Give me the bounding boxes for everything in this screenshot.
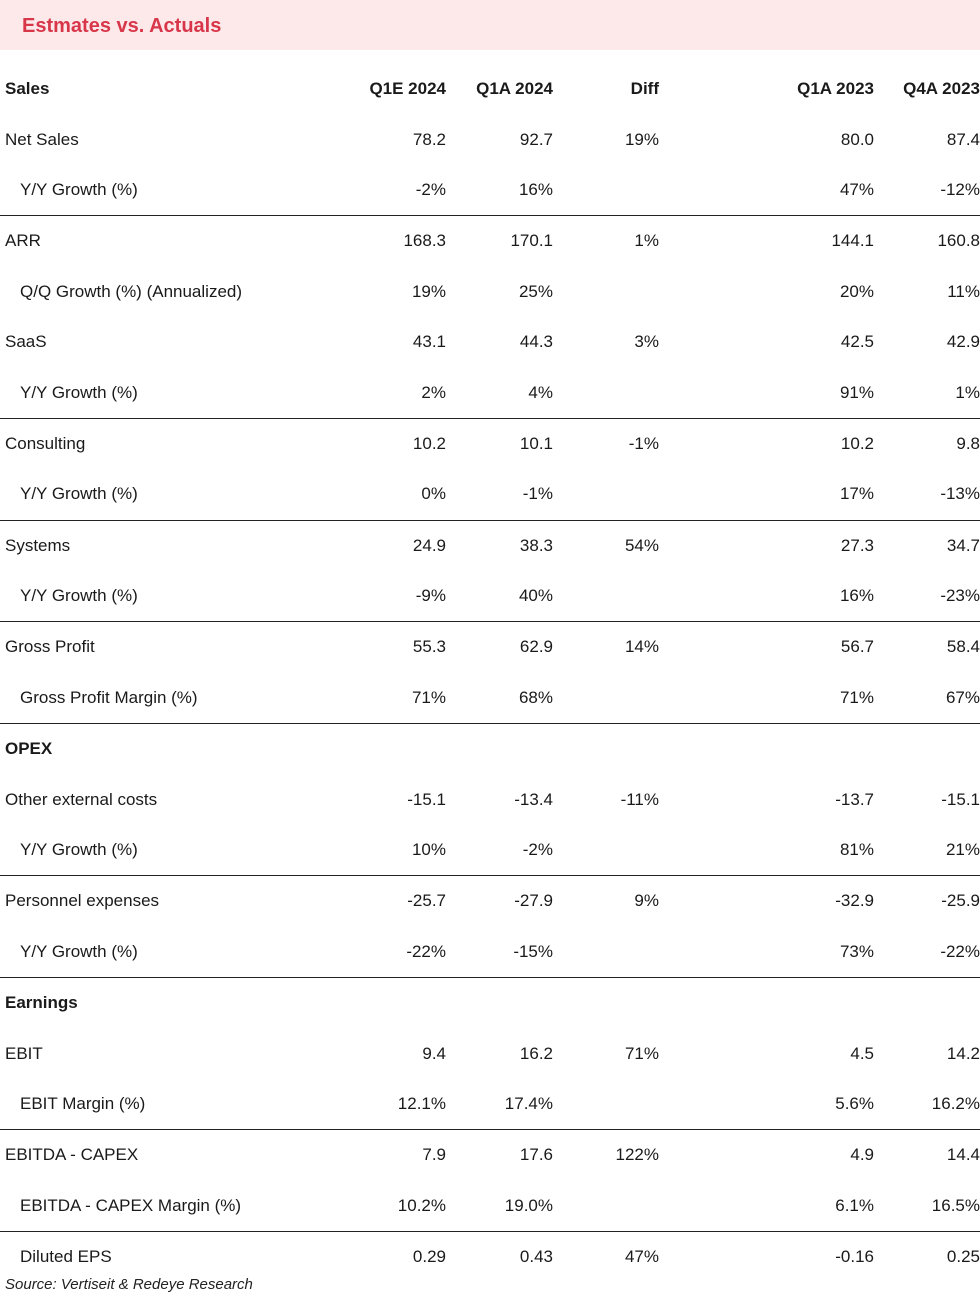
cell-diff [553,469,659,520]
cell-q1a-2023: 16% [659,571,874,622]
cell-q1a-2023: 81% [659,825,874,876]
cell-q1a-2023: 47% [659,165,874,216]
cell-q4a-2023: 160.8 [937,231,980,251]
section-header-row [0,724,980,775]
cell-q1a-2024: 68% [446,673,553,724]
cell-q4a-2023 [874,724,980,775]
cell-q1e-2024: 168.3 [403,231,446,251]
table-row [0,1130,980,1181]
cell-diff [553,825,659,876]
cell-q1a-2024: 40% [446,571,553,622]
cell-q4a-2023: 14.4 [946,1145,980,1165]
cell-q4a-2023: 16.2% [874,1079,980,1130]
cell-diff: 1% [634,231,659,251]
header-col-q1e-2024: Q1E 2024 [369,79,446,99]
cell-diff [553,724,659,775]
table-row [0,418,980,469]
row-label: Net Sales [5,129,79,149]
header-row [0,64,980,114]
cell-q1e-2024: -2% [335,165,446,216]
cell-q1e-2024: 55.3 [412,637,446,657]
cell-diff [553,367,659,418]
row-label: EBITDA - CAPEX Margin (%) [0,1181,335,1232]
cell-diff [553,571,659,622]
cell-q4a-2023: 14.2 [946,1043,980,1063]
page-title: Estmates vs. Actuals [22,15,222,37]
cell-q4a-2023: 67% [874,673,980,724]
cell-q1a-2023: 71% [659,673,874,724]
header-label: Sales [5,79,50,99]
cell-q4a-2023: 9.8 [956,433,980,453]
cell-diff: 122% [615,1145,659,1165]
table-row [0,876,980,927]
cell-q1a-2023: 10.2 [840,433,874,453]
cell-q1e-2024: 2% [335,367,446,418]
cell-q1e-2024: 7.9 [422,1145,446,1165]
cell-q1a-2024 [446,978,553,1029]
cell-q1a-2023: 56.7 [840,637,874,657]
section-label: Earnings [5,993,78,1013]
cell-q1e-2024: 9.4 [422,1043,446,1063]
cell-q1e-2024: 10.2% [335,1181,446,1232]
cell-q1a-2024: 17.6 [519,1145,553,1165]
cell-q1a-2023: 73% [659,927,874,978]
cell-diff: -11% [620,789,659,809]
table-row [0,165,980,216]
section-label: OPEX [5,739,53,759]
cell-q1a-2024: -27.9 [514,891,553,911]
cell-q1a-2024: 92.7 [519,129,553,149]
cell-q1e-2024 [335,978,446,1029]
row-label: Y/Y Growth (%) [0,367,335,418]
cell-diff [553,978,659,1029]
cell-q4a-2023: 11% [947,281,980,301]
table-row [0,1079,980,1130]
cell-q1a-2024: 16.2 [519,1043,553,1063]
cell-diff: 54% [624,535,659,555]
cell-q1a-2023: 27.3 [840,535,874,555]
cell-q1a-2024: 17.4% [446,1079,553,1130]
row-label: Diluted EPS [20,1247,112,1267]
cell-q1a-2023 [659,724,874,775]
cell-diff [553,267,659,317]
cell-q4a-2023: -12% [874,165,980,216]
cell-diff: 71% [624,1043,659,1063]
row-label: Y/Y Growth (%) [0,165,335,216]
cell-q1e-2024: 71% [335,673,446,724]
cell-q1e-2024: 19% [411,281,446,301]
cell-q4a-2023: 16.5% [874,1181,980,1232]
row-label: Y/Y Growth (%) [0,571,335,622]
cell-q1e-2024: -9% [335,571,446,622]
cell-q1a-2024: 44.3 [519,332,553,352]
cell-q1a-2024: 25% [518,281,553,301]
cell-q1e-2024: -25.7 [407,891,446,911]
cell-q1a-2024: 19.0% [446,1181,553,1232]
row-label: Systems [5,535,71,555]
cell-q1e-2024: 10% [335,825,446,876]
cell-q4a-2023: -15.1 [941,789,980,809]
cell-diff [553,927,659,978]
cell-q1e-2024: 78.2 [412,129,446,149]
cell-q1a-2023: 91% [659,367,874,418]
cell-q4a-2023: 34.7 [946,535,980,555]
row-label: Q/Q Growth (%) (Annualized) [20,281,243,301]
row-label: Y/Y Growth (%) [0,469,335,520]
cell-q4a-2023: -22% [874,927,980,978]
cell-q1a-2023: 80.0 [840,129,874,149]
cell-q4a-2023: 1% [874,367,980,418]
cell-q1a-2023: 4.5 [850,1043,874,1063]
cell-q1a-2023: -32.9 [835,891,874,911]
cell-q1a-2024: -1% [446,469,553,520]
header-col-q4a-2023: Q4A 2023 [903,79,980,99]
table-row [0,774,980,824]
row-label: Consulting [5,433,86,453]
cell-q1e-2024: 43.1 [412,332,446,352]
cell-q1e-2024 [335,724,446,775]
table-row [0,673,980,724]
cell-diff [553,1079,659,1130]
cell-q4a-2023: -23% [874,571,980,622]
cell-diff: 14% [624,637,659,657]
cell-q1a-2024: -2% [446,825,553,876]
table-row [0,317,980,367]
row-label: Gross Profit Margin (%) [0,673,335,724]
row-label: Personnel expenses [5,891,160,911]
table-row [0,622,980,673]
cell-q1a-2023: 144.1 [831,231,874,251]
table-row [0,927,980,978]
row-label: EBIT Margin (%) [0,1079,335,1130]
cell-q1a-2023: 6.1% [659,1181,874,1232]
table-row [0,367,980,418]
cell-diff [553,165,659,216]
row-label: SaaS [5,332,47,352]
cell-q1a-2024 [446,724,553,775]
cell-q4a-2023: -25.9 [941,891,980,911]
cell-q1a-2023: -13.7 [835,789,874,809]
table-row [0,1181,980,1232]
cell-q1a-2023: 17% [659,469,874,520]
cell-q1a-2023: 4.9 [850,1145,874,1165]
header-col-q1a-2023: Q1A 2023 [797,79,874,99]
cell-q4a-2023 [874,978,980,1029]
cell-q1a-2024: 0.43 [519,1247,553,1267]
cell-q1a-2024: 62.9 [519,637,553,657]
table-row [0,571,980,622]
cell-diff: 47% [624,1247,659,1267]
cell-q4a-2023: 0.25 [946,1247,980,1267]
table-row [0,520,980,571]
cell-q1a-2024: 16% [446,165,553,216]
header-col-q1a-2024: Q1A 2024 [476,79,553,99]
source-note: Source: Vertiseit & Redeye Research [5,1276,253,1293]
header-col-diff: Diff [630,79,659,99]
table-row [0,267,980,317]
table-row [0,114,980,164]
cell-diff [553,1181,659,1232]
cell-q1a-2023: 5.6% [659,1079,874,1130]
cell-diff: 3% [634,332,659,352]
cell-q1e-2024: 12.1% [335,1079,446,1130]
row-label: Gross Profit [5,637,95,657]
title-bar [0,0,980,50]
cell-q4a-2023: 58.4 [946,637,980,657]
estimates-table [0,64,980,1282]
row-label: Y/Y Growth (%) [0,927,335,978]
table-row [0,1028,980,1078]
table-row [0,825,980,876]
cell-diff: -1% [628,433,659,453]
cell-q4a-2023: 21% [874,825,980,876]
cell-q1a-2024: -15% [446,927,553,978]
cell-q4a-2023: 42.9 [946,332,980,352]
cell-q4a-2023: -13% [874,469,980,520]
cell-q1e-2024: 0.29 [412,1247,446,1267]
section-header-row [0,978,980,1029]
table-row [0,1231,980,1282]
cell-q1e-2024: -22% [335,927,446,978]
cell-q4a-2023: 87.4 [946,129,980,149]
cell-q1a-2023: 20% [839,281,874,301]
cell-q1e-2024: -15.1 [407,789,446,809]
row-label: ARR [5,231,41,251]
row-label: EBITDA - CAPEX [5,1145,139,1165]
cell-q1a-2024: 4% [446,367,553,418]
table-row [0,469,980,520]
cell-diff: 19% [624,129,659,149]
cell-q1e-2024: 0% [335,469,446,520]
row-label: EBIT [5,1043,43,1063]
cell-q1a-2024: 38.3 [519,535,553,555]
cell-q1a-2023: -0.16 [835,1247,874,1267]
cell-q1e-2024: 10.2 [412,433,446,453]
cell-diff: 9% [634,891,659,911]
cell-q1a-2024: -13.4 [514,789,553,809]
cell-q1a-2024: 170.1 [510,231,553,251]
row-label: Other external costs [5,789,158,809]
cell-q1a-2024: 10.1 [519,433,553,453]
cell-q1e-2024: 24.9 [412,535,446,555]
table-row [0,216,980,267]
cell-q1a-2023 [659,978,874,1029]
cell-diff [553,673,659,724]
cell-q1a-2023: 42.5 [840,332,874,352]
row-label: Y/Y Growth (%) [0,825,335,876]
